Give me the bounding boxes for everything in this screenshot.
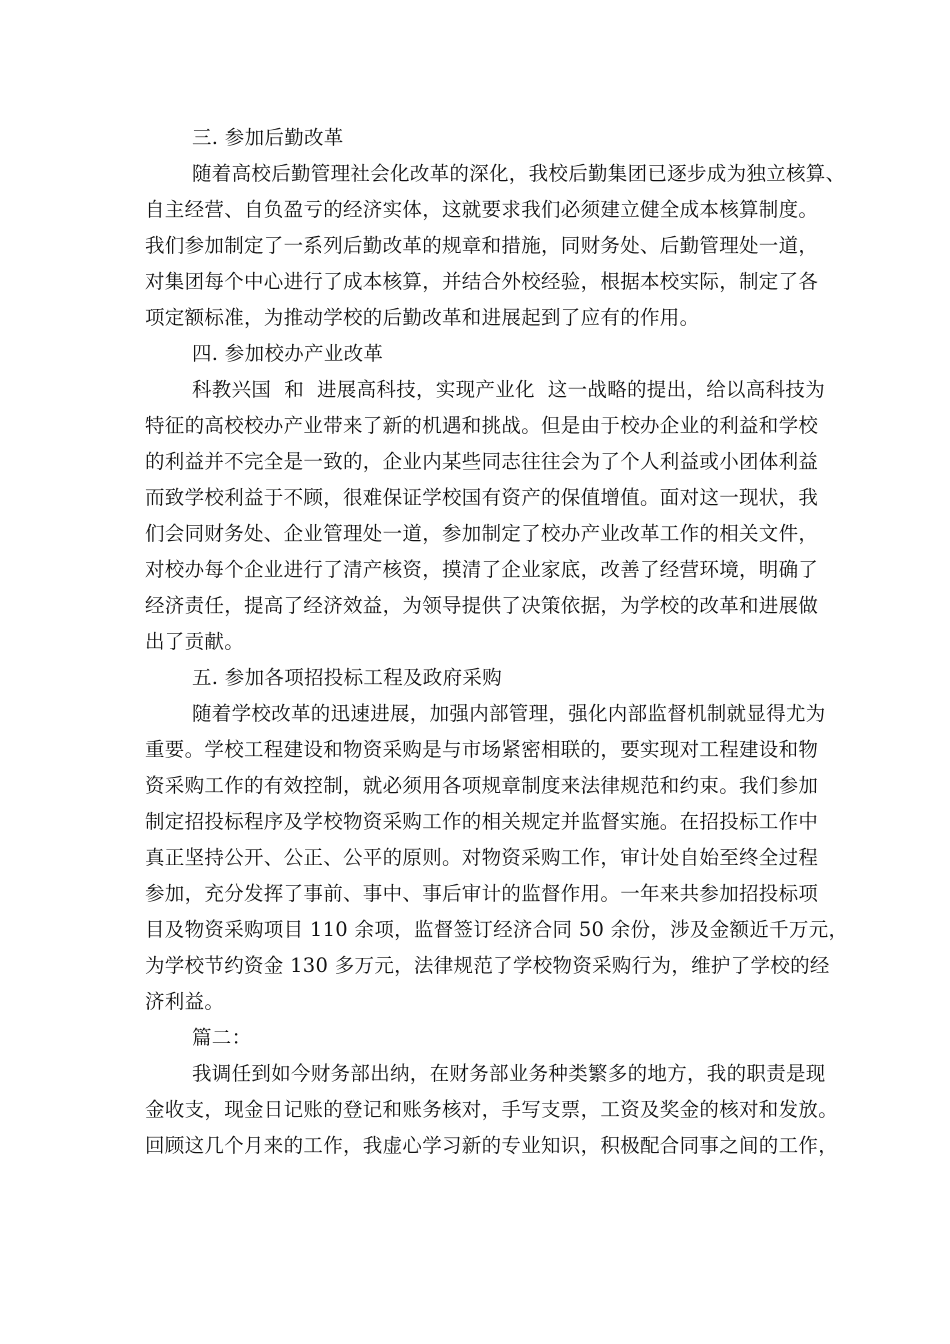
paragraph-line: 出了贡献。 <box>145 630 245 653</box>
paragraph-line: 我调任到如今财务部出纳，在财务部业务种类繁多的地方，我的职责是现 <box>192 1062 826 1085</box>
paragraph-line: 自主经营、自负盈亏的经济实体，这就要求我们必须建立健全成本核算制度。 <box>145 198 819 221</box>
paragraph-line: 经济责任，提高了经济效益，为领导提供了决策依据，为学校的改革和进展做 <box>145 594 819 617</box>
paragraph-line: 我们参加制定了一系列后勤改革的规章和措施，同财务处、后勤管理处一道， <box>145 234 819 257</box>
paragraph-line: 济利益。 <box>145 990 225 1013</box>
paragraph-line: 重要。学校工程建设和物资采购是与市场紧密相联的，要实现对工程建设和物 <box>145 738 819 761</box>
section-heading-school-industry-reform: 四. 参加校办产业改革 <box>192 342 384 365</box>
paragraph-line: 资采购工作的有效控制，就必须用各项规章制度来法律规范和约束。我们参加 <box>145 774 819 797</box>
paragraph-line: 真正坚持公开、公正、公平的原则。对物资采购工作，审计处自始至终全过程 <box>145 846 819 869</box>
paragraph-line: 而致学校利益于不顾，很难保证学校国有资产的保值增值。面对这一现状，我 <box>145 486 819 509</box>
section-heading-bidding-procurement: 五. 参加各项招投标工程及政府采购 <box>192 666 502 689</box>
paragraph-line: 为学校节约资金 130 多万元，法律规范了学校物资采购行为，维护了学校的经 <box>145 954 830 977</box>
paragraph-line: 回顾这几个月来的工作，我虚心学习新的专业知识，积极配合同事之间的工作， <box>145 1134 839 1157</box>
paragraph-line: 金收支，现金日记账的登记和账务核对，手写支票，工资及奖金的核对和发放。 <box>145 1098 839 1121</box>
paragraph-line: 随着学校改革的迅速进展，加强内部管理，强化内部监督机制就显得尤为 <box>192 702 826 725</box>
paragraph-line: 对校办每个企业进行了清产核资，摸清了企业家底，改善了经营环境，明确了 <box>145 558 819 581</box>
paragraph-line: 参加，充分发挥了事前、事中、事后审计的监督作用。一年来共参加招投标项 <box>145 882 819 905</box>
paragraph-line: 特征的高校校办产业带来了新的机遇和挑战。但是由于校办企业的利益和学校 <box>145 414 819 437</box>
paragraph-line: 项定额标准，为推动学校的后勤改革和进展起到了应有的作用。 <box>145 306 700 329</box>
section-heading-part-two: 篇二： <box>192 1026 252 1049</box>
paragraph-line: 随着高校后勤管理社会化改革的深化，我校后勤集团已逐步成为独立核算、 <box>192 162 846 185</box>
paragraph-line: 的利益并不完全是一致的，企业内某些同志往往会为了个人利益或小团体利益 <box>145 450 819 473</box>
paragraph-line: 对集团每个中心进行了成本核算，并结合外校经验，根据本校实际，制定了各 <box>145 270 819 293</box>
paragraph-line: 们会同财务处、企业管理处一道，参加制定了校办产业改革工作的相关文件， <box>145 522 819 545</box>
paragraph-line: 目及物资采购项目 110 余项，监督签订经济合同 50 余份，涉及金额近千万元， <box>145 918 849 941</box>
paragraph-line: 制定招投标程序及学校物资采购工作的相关规定并监督实施。在招投标工作中 <box>145 810 819 833</box>
section-heading-logistics-reform: 三. 参加后勤改革 <box>192 126 344 149</box>
paragraph-line: 科教兴国 和 进展高科技，实现产业化 这一战略的提出，给以高科技为 <box>192 378 825 401</box>
